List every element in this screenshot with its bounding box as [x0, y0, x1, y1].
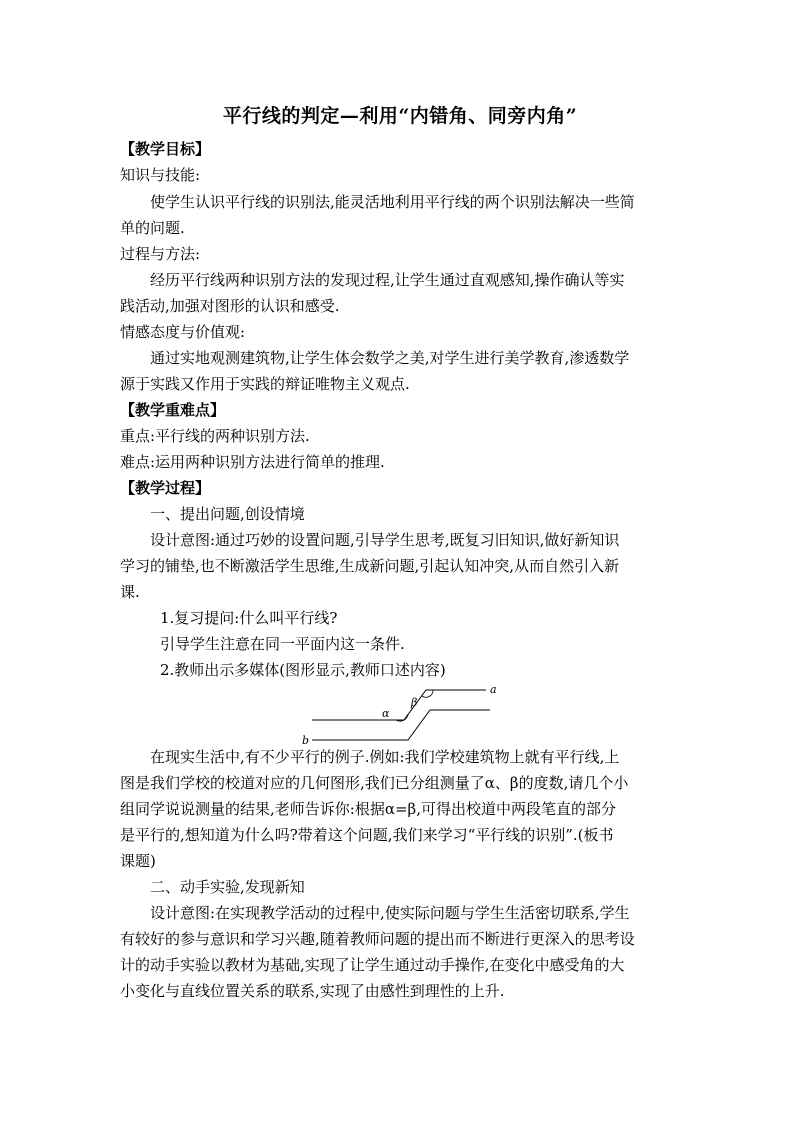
knowledge-text-line: 使学生认识平行线的识别法,能灵活地利用平行线的两个识别法解决一些简	[150, 193, 635, 211]
label-a: a	[490, 683, 497, 696]
page-title: 平行线的判定—利用“内错角、同旁内角”	[222, 105, 578, 127]
emotion-text-line: 源于实践又作用于实践的辩证唯物主义观点.	[120, 375, 410, 393]
design2-line: 有较好的参与意识和学习兴趣,随着教师问题的提出而不断进行更深入的思考设	[120, 930, 635, 948]
paragraph-line: 是平行的,想知道为什么吗?带着这个问题,我们来学习“平行线的识别”.(板书	[120, 826, 614, 844]
process-heading: 【教学过程】	[120, 479, 211, 497]
step2-title: 二、动手实验,发现新知	[150, 878, 305, 896]
key-point: 重点:平行线的两种识别方法.	[120, 427, 310, 445]
parallel-lines-figure	[302, 680, 508, 747]
knowledge-text-line: 单的问题.	[120, 219, 185, 237]
question-1-note: 引导学生注意在同一平面内这一条件.	[160, 635, 405, 653]
paragraph-line: 在现实生活中,有不少平行的例子.例如:我们学校建筑物上就有平行线,上	[150, 748, 620, 766]
emotion-label: 情感态度与价值观:	[120, 323, 246, 341]
process-text-line: 经历平行线两种识别方法的发现过程,让学生通过直观感知,操作确认等实	[150, 271, 625, 289]
paragraph-line: 课题)	[120, 852, 156, 870]
label-beta: β	[411, 696, 418, 709]
process-text-line: 践活动,加强对图形的认识和感受.	[120, 297, 340, 315]
process-label: 过程与方法:	[120, 245, 201, 263]
paragraph-line: 图是我们学校的校道对应的几何图形,我们已分组测量了α、β的度数,请几个小	[120, 774, 629, 792]
difficult-point: 难点:运用两种识别方法进行简单的推理.	[120, 453, 385, 471]
design1-line: 课.	[120, 583, 140, 601]
design2-line: 小变化与直线位置关系的联系,实现了由感性到理性的上升.	[120, 982, 505, 1000]
knowledge-label: 知识与技能:	[120, 166, 201, 184]
line-a	[312, 690, 486, 720]
question-2: 2.教师出示多媒体(图形显示,教师口述内容)	[160, 661, 446, 679]
label-alpha: α	[382, 707, 390, 720]
design2-line: 设计意图:在实现教学活动的过程中,使实际问题与学生生活密切联系,学生	[150, 904, 630, 922]
step1-title: 一、提出问题,创设情境	[150, 505, 305, 523]
design1-line: 设计意图:通过巧妙的设置问题,引导学生思考,既复习旧知识,做好新知识	[150, 531, 620, 549]
emotion-text-line: 通过实地观测建筑物,让学生体会数学之美,对学生进行美学教育,渗透数学	[150, 349, 630, 367]
label-b: b	[302, 734, 310, 747]
line-b	[312, 710, 490, 740]
design1-line: 学习的铺垫,也不断激活学生思维,生成新问题,引起认知冲突,从而自然引入新	[120, 557, 620, 575]
paragraph-line: 组同学说说测量的结果,老师告诉你:根据α=β,可得出校道中两段笔直的部分	[120, 800, 616, 818]
question-1: 1.复习提问:什么叫平行线?	[160, 609, 338, 627]
design2-line: 计的动手实验以教材为基础,实现了让学生通过动手操作,在变化中感受角的大	[120, 956, 625, 974]
goals-heading: 【教学目标】	[120, 140, 211, 158]
key-heading: 【教学重难点】	[120, 401, 226, 419]
